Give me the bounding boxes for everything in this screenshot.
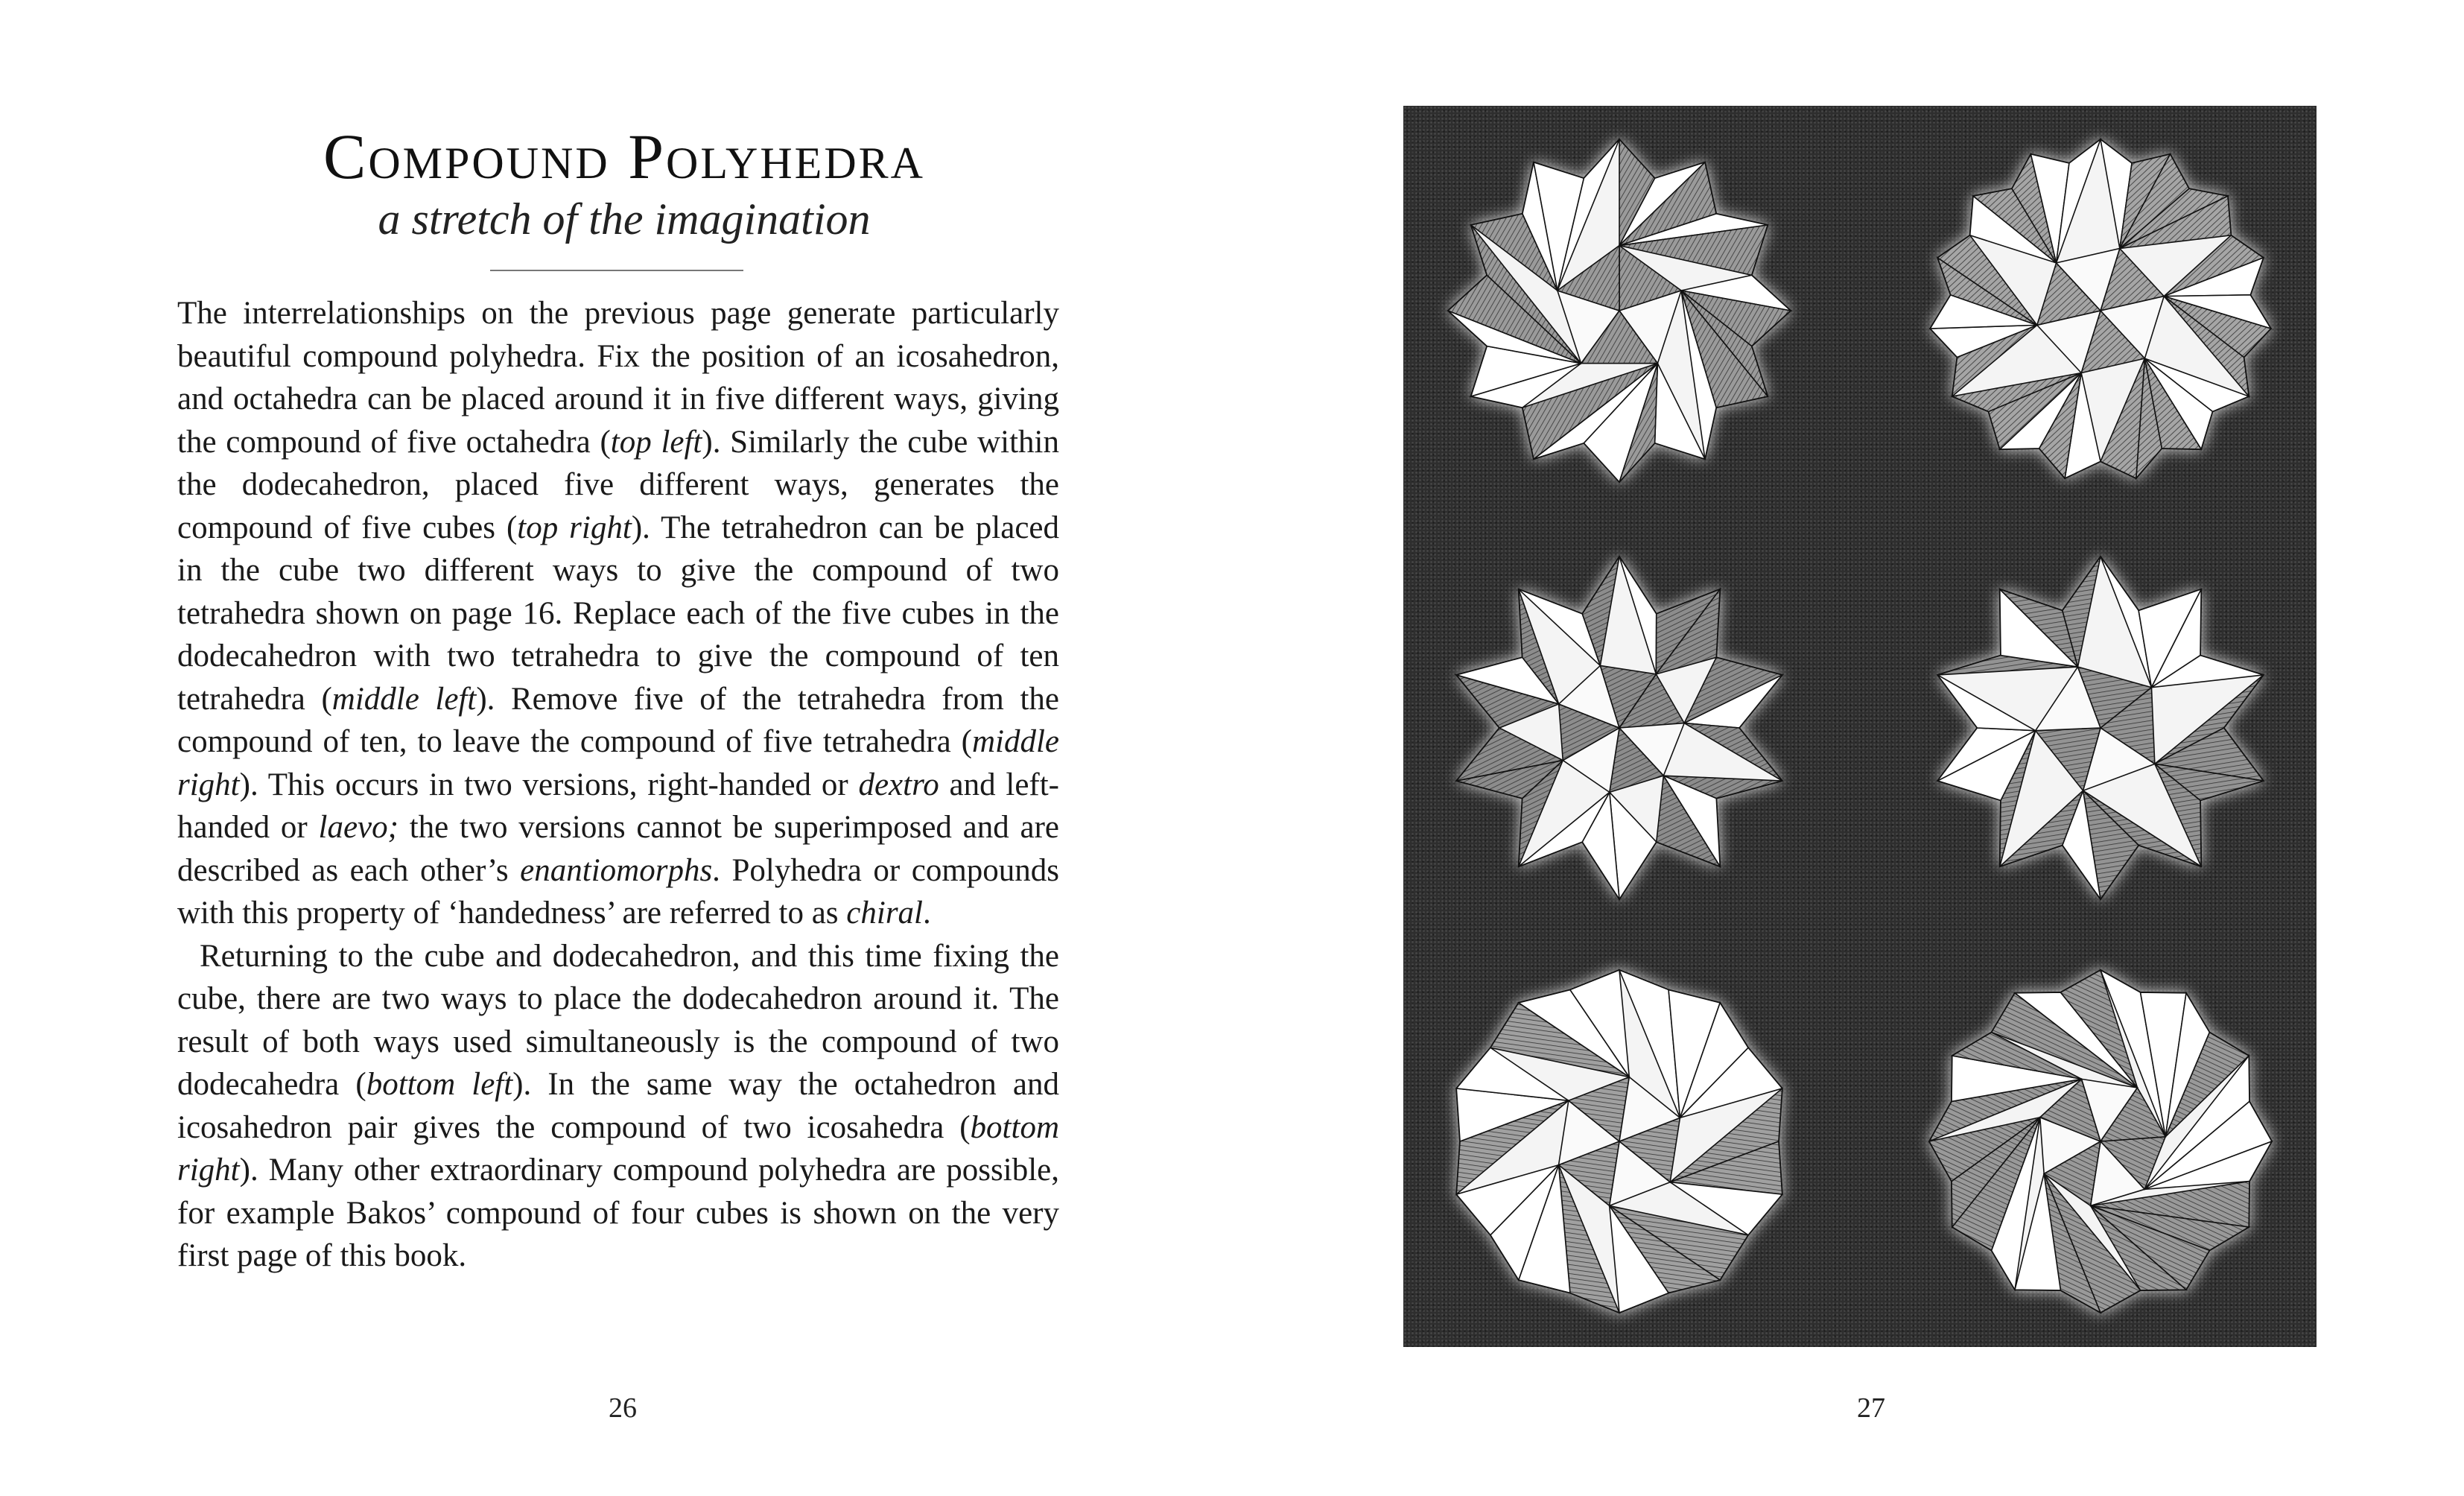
page-number-right: 27 — [1857, 1392, 1885, 1424]
italic-run: dextro — [858, 767, 939, 802]
italic-run: middle left — [331, 681, 477, 717]
italic-run: laevo; — [318, 810, 399, 845]
compound-two-icosahedra-illustration — [1907, 955, 2294, 1328]
text-run: ). In the same way the octahedron and icosahedron pair gives the compound of two icosahedra ( — [177, 1067, 1059, 1145]
italic-run: bottom left — [366, 1067, 513, 1102]
body-paragraph — [177, 292, 1059, 935]
italic-run: bottom right — [177, 1109, 1059, 1188]
text-run: . Polyhedra or compounds with this property of ‘handedness’ are referred to as — [177, 852, 1060, 931]
text-run: Returning to the cube and dodecahedron, and this time fixing the cube, there are two ways to place the dodecahedron around it. The result of both ways used simultaneously is the compound of two dodecahedra ( — [177, 938, 1059, 1102]
text-run: ). Similarly the cube within the dodecahedron, placed five different ways, generates the compound of five cubes ( — [177, 424, 1059, 545]
italic-run: middle right — [177, 724, 1059, 802]
text-run: ). Many other extraordinary compound polyhedra are possible, for example Bakos’ compound of four cubes is shown on the very first page of this book. — [177, 1153, 1059, 1273]
compound-five-octahedra-illustration — [1426, 124, 1813, 497]
page-title: Compound Polyhedra — [323, 121, 926, 192]
text-run: the two versions cannot be superimposed and are described as each other’s — [177, 810, 1059, 888]
page-subtitle: a stretch of the imagination — [378, 194, 871, 244]
page-number-left: 26 — [609, 1392, 637, 1424]
italic-run: chiral — [846, 896, 923, 931]
text-run: ). This occurs in two versions, right-handed or — [239, 767, 859, 802]
body-text — [177, 292, 1059, 1278]
compound-five-cubes-illustration — [1907, 124, 2294, 497]
text-run: The interrelationships on the previous page generate particularly beautiful compound polyhedra. Fix the position of an icosahedron, and octahedra can be placed around it in five different ways, giving the compound of five octahedra ( — [177, 296, 1059, 460]
text-run: ). The tetrahedron can be placed in the cube two different ways to give the compound of two tetrahedra shown on page 16. Replace each of the five cubes in the dodecahedron with two tetrahedra to give the compound of ten tetrahedra ( — [177, 510, 1059, 717]
right-page — [1232, 0, 2464, 1496]
text-run: ). Remove five of the tetrahedra from the compound of ten, to leave the compound of five tetrahedra ( — [177, 681, 1059, 759]
body-paragraph — [177, 935, 1059, 1278]
text-run: . — [923, 896, 931, 931]
italic-run: top left — [610, 424, 702, 460]
italic-run: enantiomorphs — [520, 852, 713, 888]
italic-run: top right — [517, 510, 632, 545]
text-run: and left-handed or — [177, 767, 1059, 845]
title-divider — [490, 270, 743, 271]
compound-two-dodecahedra-illustration — [1426, 955, 1813, 1328]
compound-ten-tetrahedra-illustration — [1426, 542, 1813, 914]
polyhedra-plate — [1403, 106, 2317, 1347]
compound-five-tetrahedra-illustration — [1907, 542, 2294, 914]
